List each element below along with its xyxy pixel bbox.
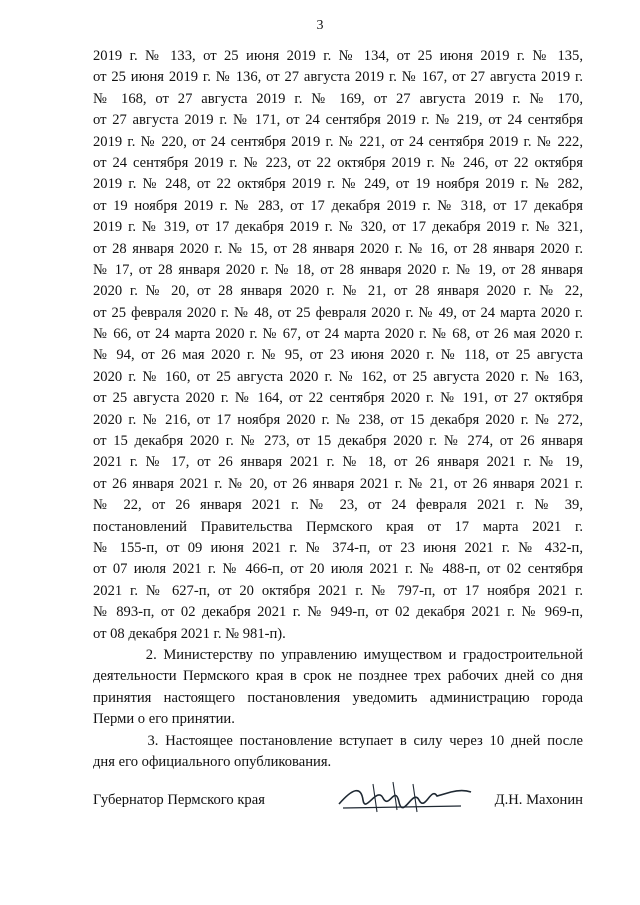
text-line: деятельности Пермского края в срок не позднее трех рабочих дней со дня bbox=[93, 668, 583, 685]
text-line: № 94, от 26 мая 2020 г. № 95, от 23 июня 2020 г. № 118, от 25 августа bbox=[93, 347, 583, 364]
text-line: № 168, от 27 августа 2019 г. № 169, от 27 августа 2019 г. № 170, bbox=[93, 90, 583, 107]
signature-block bbox=[93, 786, 583, 816]
text-line: 2019 г. № 220, от 24 сентября 2019 г. № 221, от 24 сентября 2019 г. № 222, bbox=[93, 133, 583, 150]
text-line: 3. Настоящее постановление вступает в силу через 10 дней после bbox=[93, 732, 583, 749]
signer-name: Д.Н. Махонин bbox=[494, 792, 583, 808]
text-line: от 25 августа 2020 г. № 164, от 22 сентября 2020 г. № 191, от 27 октября bbox=[93, 390, 583, 407]
text-line: от 19 ноября 2019 г. № 283, от 17 декабря 2019 г. № 318, от 17 декабря bbox=[93, 197, 583, 214]
text-line: от 08 декабря 2021 г. № 981-п). bbox=[93, 625, 286, 642]
text-line: 2021 г. № 17, от 26 января 2021 г. № 18, от 26 января 2021 г. № 19, bbox=[93, 454, 583, 471]
text-line: дня его официального опубликования. bbox=[93, 753, 332, 770]
page-number: 3 bbox=[316, 18, 324, 33]
text-line: 2021 г. № 627-п, от 20 октября 2021 г. № 797-п, от 17 ноября 2021 г. bbox=[93, 582, 583, 599]
text-line: постановлений Правительства Пермского края от 17 марта 2021 г. bbox=[93, 518, 583, 535]
text-line: Перми о его принятии. bbox=[93, 711, 235, 728]
text-line: от 24 сентября 2019 г. № 223, от 22 октября 2019 г. № 246, от 22 октября bbox=[93, 154, 583, 171]
signer-title: Губернатор Пермского края bbox=[93, 792, 265, 808]
text-line: 2. Министерству по управлению имуществом и градостроительной bbox=[93, 646, 583, 663]
text-line: от 07 июля 2021 г. № 466-п, от 20 июля 2021 г. № 488-п, от 02 сентября bbox=[93, 561, 583, 578]
text-line: от 27 августа 2019 г. № 171, от 24 сентября 2019 г. № 219, от 24 сентября bbox=[93, 112, 583, 129]
handwritten-signature bbox=[333, 778, 473, 818]
text-line: от 15 декабря 2020 г. № 273, от 15 декабря 2020 г. № 274, от 26 января bbox=[93, 433, 583, 450]
text-line: № 893-п, от 02 декабря 2021 г. № 949-п, от 02 декабря 2021 г. № 969-п, bbox=[93, 604, 583, 621]
text-line: 2020 г. № 160, от 25 августа 2020 г. № 162, от 25 августа 2020 г. № 163, bbox=[93, 368, 583, 385]
text-line: № 22, от 26 января 2021 г. № 23, от 24 февраля 2021 г. № 39, bbox=[93, 497, 583, 514]
text-line: принятия настоящего постановления уведомить администрацию города bbox=[93, 689, 583, 706]
text-line: от 25 июня 2019 г. № 136, от 27 августа 2019 г. № 167, от 27 августа 2019 г. bbox=[93, 69, 583, 86]
text-line: 2019 г. № 133, от 25 июня 2019 г. № 134, от 25 июня 2019 г. № 135, bbox=[93, 48, 583, 64]
text-line: № 66, от 24 марта 2020 г. № 67, от 24 марта 2020 г. № 68, от 26 мая 2020 г. bbox=[93, 326, 583, 343]
text-line: 2020 г. № 216, от 17 ноября 2020 г. № 238, от 15 декабря 2020 г. № 272, bbox=[93, 411, 583, 428]
text-line: 2019 г. № 248, от 22 октября 2019 г. № 249, от 19 ноября 2019 г. № 282, bbox=[93, 176, 583, 193]
text-line: 2019 г. № 319, от 17 декабря 2019 г. № 320, от 17 декабря 2019 г. № 321, bbox=[93, 219, 583, 236]
text-line: от 26 января 2021 г. № 20, от 26 января 2021 г. № 21, от 26 января 2021 г. bbox=[93, 475, 583, 492]
text-line: № 155-п, от 09 июня 2021 г. № 374-п, от 23 июня 2021 г. № 432-п, bbox=[93, 539, 583, 556]
text-line: № 17, от 28 января 2020 г. № 18, от 28 января 2020 г. № 19, от 28 января bbox=[93, 261, 583, 278]
text-line: 2020 г. № 20, от 28 января 2020 г. № 21, от 28 января 2020 г. № 22, bbox=[93, 283, 583, 300]
text-line: от 28 января 2020 г. № 15, от 28 января 2020 г. № 16, от 28 января 2020 г. bbox=[93, 240, 583, 257]
text-line: от 25 февраля 2020 г. № 48, от 25 февраля 2020 г. № 49, от 24 марта 2020 г. bbox=[93, 304, 583, 321]
document-body bbox=[93, 46, 583, 773]
